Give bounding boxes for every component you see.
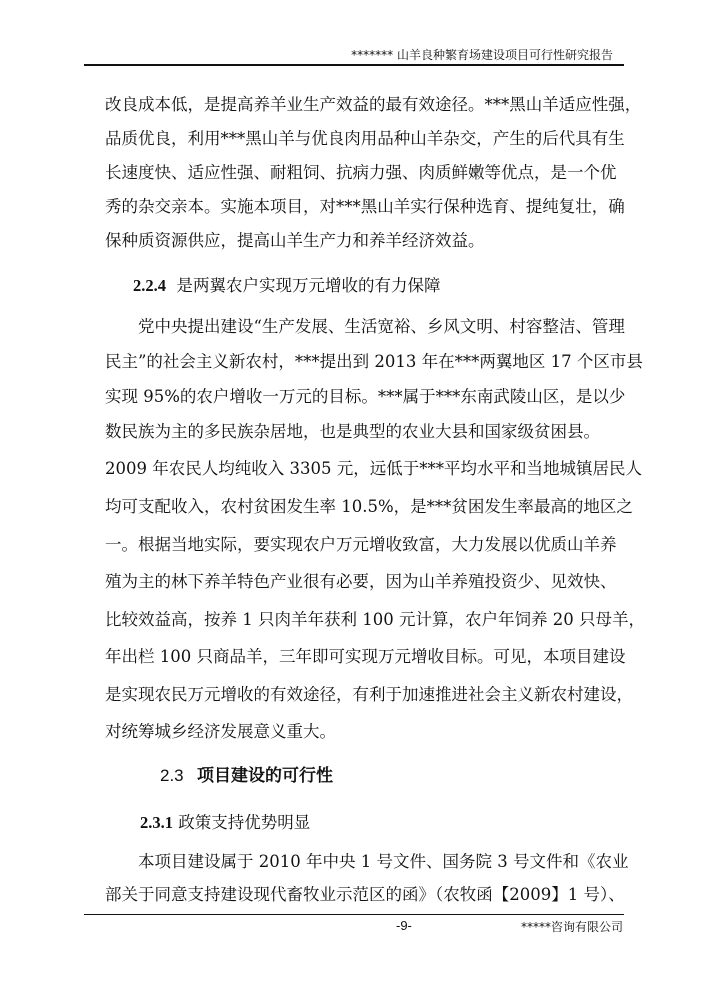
body-line: 部关于同意支持建设现代畜牧业示范区的函》（农牧函【2009】1 号）、 xyxy=(105,885,625,904)
body-line: 秀的杂交亲本。实施本项目，对***黑山羊实行保种选育、提纯复壮，确 xyxy=(105,197,625,216)
body-line: 长速度快、适应性强、耐粗饲、抗病力强、肉质鲜嫩等优点，是一个优 xyxy=(105,163,617,182)
section-title: 是两翼农户实现万元增收的有力保障 xyxy=(176,276,441,295)
body-line: 年出栏 100 只商品羊，三年即可实现万元增收目标。可见，本项目建设 xyxy=(105,647,626,666)
body-line: 党中央提出建设“生产发展、生活宽裕、乡风文明、村容整洁、管理 xyxy=(138,317,625,336)
header-divider xyxy=(84,64,624,66)
section-number: 2.2.4 xyxy=(133,276,166,295)
body-line: 是实现农民万元增收的有效途径，有利于加速推进社会主义新农村建设， xyxy=(105,685,633,704)
section-number: 2.3 xyxy=(160,766,184,785)
body-line: 对统筹城乡经济发展意义重大。 xyxy=(105,722,336,741)
section-heading-2-2-4 xyxy=(133,276,441,296)
body-line: 均可支配收入，农村贫困发生率 10.5%，是***贫困发生率最高的地区之 xyxy=(105,497,633,516)
body-line: 实现 95%的农户增收一万元的目标。***属于***东南武陵山区，是以少 xyxy=(105,387,626,406)
page-number: -9- xyxy=(396,918,412,933)
body-line: 改良成本低，是提高养羊业生产效益的最有效途径。***黑山羊适应性强， xyxy=(105,95,642,114)
running-header: ******* 山羊良种繁育场建设项目可行性研究报告 xyxy=(351,48,613,62)
footer-company: *****咨询有限公司 xyxy=(520,920,623,934)
body-line: 数民族为主的多民族杂居地，也是典型的农业大县和国家级贫困县。 xyxy=(105,422,600,441)
body-line: 殖为主的林下养羊特色产业很有必要，因为山羊养殖投资少、见效快、 xyxy=(105,572,617,591)
section-number: 2.3.1 xyxy=(140,813,173,832)
body-line: 本项目建设属于 2010 年中央 1 号文件、国务院 3 号文件和《农业 xyxy=(138,852,629,871)
footer-divider xyxy=(84,914,624,915)
section-heading-2-3-1 xyxy=(140,813,310,833)
body-line: 比较效益高，按养 1 只肉羊年获利 100 元计算，农户年饲养 20 只母羊， xyxy=(105,610,645,629)
body-line: 品质优良，利用***黑山羊与优良肉用品种山羊杂交，产生的后代具有生 xyxy=(105,129,625,148)
section-title: 政策支持优势明显 xyxy=(178,813,311,832)
body-line: 一。根据当地实际，要实现农户万元增收致富，大力发展以优质山羊养 xyxy=(105,535,617,554)
section-title: 项目建设的可行性 xyxy=(197,766,334,786)
body-line: 2009 年农民人均纯收入 3305 元，远低于***平均水平和当地城镇居民人 xyxy=(105,459,642,478)
section-heading-2-3 xyxy=(160,766,333,786)
body-line: 民主”的社会主义新农村，***提出到 2013 年在***两翼地区 17 个区市县 xyxy=(105,352,643,371)
body-line: 保种质资源供应，提高山羊生产力和养羊经济效益。 xyxy=(105,231,485,250)
